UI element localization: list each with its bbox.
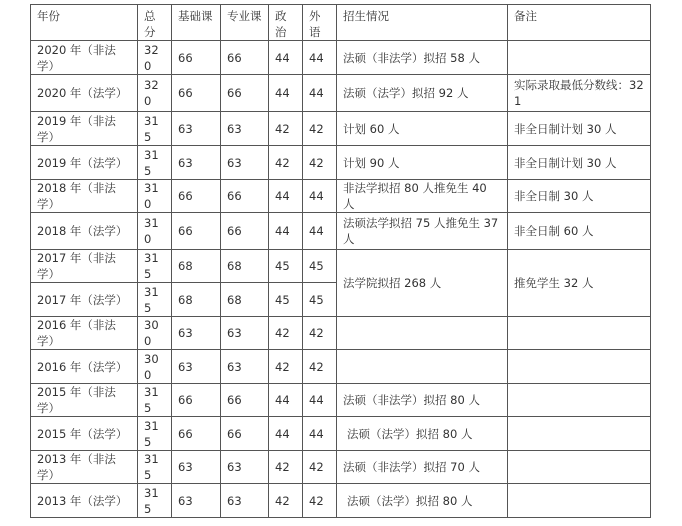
total-cell: 315 <box>138 417 172 451</box>
total-cell: 315 <box>138 384 172 417</box>
major-cell: 63 <box>221 350 269 384</box>
year-cell: 2016 年（非法学） <box>31 317 138 350</box>
table-row <box>31 180 651 213</box>
foreign-cell: 42 <box>303 112 337 146</box>
table-row <box>31 451 651 484</box>
basic-cell: 68 <box>172 283 221 317</box>
year-cell: 2013 年（法学） <box>31 484 138 518</box>
notes-cell: 推免学生 32 人 <box>508 250 651 317</box>
basic-cell: 63 <box>172 146 221 180</box>
table-row <box>31 250 651 283</box>
table-row <box>31 317 651 350</box>
table-row <box>31 146 651 180</box>
politics-cell: 42 <box>269 350 303 384</box>
enrollment-cell: 法硕（法学）拟招 92 人 <box>337 75 508 112</box>
notes-cell <box>508 417 651 451</box>
foreign-cell: 44 <box>303 75 337 112</box>
basic-cell: 63 <box>172 451 221 484</box>
major-cell: 66 <box>221 417 269 451</box>
politics-cell: 42 <box>269 112 303 146</box>
notes-cell <box>508 384 651 417</box>
header-total: 总分 <box>138 5 172 41</box>
major-cell: 63 <box>221 317 269 350</box>
foreign-cell: 45 <box>303 250 337 283</box>
basic-cell: 63 <box>172 317 221 350</box>
enrollment-cell: 法硕（非法学）拟招 80 人 <box>337 384 508 417</box>
major-cell: 66 <box>221 75 269 112</box>
foreign-cell: 42 <box>303 317 337 350</box>
politics-cell: 44 <box>269 384 303 417</box>
year-cell: 2019 年（非法学） <box>31 112 138 146</box>
year-cell: 2019 年（法学） <box>31 146 138 180</box>
enrollment-cell: 计划 60 人 <box>337 112 508 146</box>
total-cell: 300 <box>138 317 172 350</box>
basic-cell: 66 <box>172 75 221 112</box>
total-cell: 320 <box>138 41 172 75</box>
header-foreign: 外语 <box>303 5 337 41</box>
total-cell: 315 <box>138 451 172 484</box>
politics-cell: 44 <box>269 417 303 451</box>
enrollment-cell: 法硕（法学）拟招 80 人 <box>337 417 508 451</box>
politics-cell: 44 <box>269 41 303 75</box>
major-cell: 66 <box>221 41 269 75</box>
table-row <box>31 350 651 384</box>
total-cell: 315 <box>138 112 172 146</box>
major-cell: 63 <box>221 484 269 518</box>
enrollment-cell <box>337 350 508 384</box>
year-cell: 2020 年（法学） <box>31 75 138 112</box>
basic-cell: 66 <box>172 41 221 75</box>
politics-cell: 45 <box>269 250 303 283</box>
enrollment-cell <box>337 317 508 350</box>
notes-cell <box>508 317 651 350</box>
politics-cell: 44 <box>269 75 303 112</box>
major-cell: 66 <box>221 384 269 417</box>
enrollment-cell: 法硕（法学）拟招 80 人 <box>337 484 508 518</box>
enrollment-cell: 计划 90 人 <box>337 146 508 180</box>
foreign-cell: 44 <box>303 384 337 417</box>
notes-cell: 非全日制计划 30 人 <box>508 112 651 146</box>
notes-cell: 实际录取最低分数线：321 <box>508 75 651 112</box>
basic-cell: 68 <box>172 250 221 283</box>
politics-cell: 44 <box>269 180 303 213</box>
table-row <box>31 213 651 250</box>
basic-cell: 66 <box>172 180 221 213</box>
notes-cell <box>508 484 651 518</box>
year-cell: 2015 年（非法学） <box>31 384 138 417</box>
year-cell: 2018 年（法学） <box>31 213 138 250</box>
basic-cell: 66 <box>172 417 221 451</box>
politics-cell: 45 <box>269 283 303 317</box>
major-cell: 63 <box>221 146 269 180</box>
table-row <box>31 112 651 146</box>
politics-cell: 42 <box>269 146 303 180</box>
basic-cell: 63 <box>172 484 221 518</box>
year-cell: 2017 年（非法学） <box>31 250 138 283</box>
major-cell: 63 <box>221 112 269 146</box>
table-row <box>31 41 651 75</box>
notes-cell <box>508 350 651 384</box>
foreign-cell: 45 <box>303 283 337 317</box>
politics-cell: 44 <box>269 213 303 250</box>
total-cell: 315 <box>138 250 172 283</box>
total-cell: 320 <box>138 75 172 112</box>
politics-cell: 42 <box>269 317 303 350</box>
header-basic: 基础课 <box>172 5 221 41</box>
foreign-cell: 42 <box>303 146 337 180</box>
header-enrollment: 招生情况 <box>337 5 508 41</box>
total-cell: 310 <box>138 213 172 250</box>
score-table <box>30 4 651 518</box>
year-cell: 2016 年（法学） <box>31 350 138 384</box>
table-header-row <box>31 5 651 41</box>
enrollment-cell: 法硕（非法学）拟招 58 人 <box>337 41 508 75</box>
total-cell: 315 <box>138 146 172 180</box>
foreign-cell: 44 <box>303 213 337 250</box>
notes-cell <box>508 451 651 484</box>
table-row <box>31 384 651 417</box>
enrollment-cell: 法硕法学拟招 75 人推免生 37 人 <box>337 213 508 250</box>
major-cell: 66 <box>221 213 269 250</box>
total-cell: 300 <box>138 350 172 384</box>
basic-cell: 63 <box>172 350 221 384</box>
foreign-cell: 44 <box>303 180 337 213</box>
notes-cell: 非全日制计划 30 人 <box>508 146 651 180</box>
notes-cell: 非全日制 60 人 <box>508 213 651 250</box>
foreign-cell: 44 <box>303 417 337 451</box>
header-major: 专业课 <box>221 5 269 41</box>
year-cell: 2020 年（非法学） <box>31 41 138 75</box>
year-cell: 2015 年（法学） <box>31 417 138 451</box>
basic-cell: 66 <box>172 384 221 417</box>
enrollment-cell: 非法学拟招 80 人推免生 40 人 <box>337 180 508 213</box>
header-notes: 备注 <box>508 5 651 41</box>
year-cell: 2018 年（非法学） <box>31 180 138 213</box>
basic-cell: 63 <box>172 112 221 146</box>
total-cell: 310 <box>138 180 172 213</box>
notes-cell <box>508 41 651 75</box>
foreign-cell: 42 <box>303 350 337 384</box>
table-row <box>31 484 651 518</box>
total-cell: 315 <box>138 484 172 518</box>
major-cell: 66 <box>221 180 269 213</box>
foreign-cell: 44 <box>303 41 337 75</box>
major-cell: 68 <box>221 283 269 317</box>
header-year: 年份 <box>31 5 138 41</box>
total-cell: 315 <box>138 283 172 317</box>
major-cell: 68 <box>221 250 269 283</box>
politics-cell: 42 <box>269 451 303 484</box>
header-politics: 政治 <box>269 5 303 41</box>
foreign-cell: 42 <box>303 484 337 518</box>
year-cell: 2013 年（非法学） <box>31 451 138 484</box>
notes-cell: 非全日制 30 人 <box>508 180 651 213</box>
politics-cell: 42 <box>269 484 303 518</box>
table-row <box>31 417 651 451</box>
enrollment-cell: 法硕（非法学）拟招 70 人 <box>337 451 508 484</box>
year-cell: 2017 年（法学） <box>31 283 138 317</box>
basic-cell: 66 <box>172 213 221 250</box>
major-cell: 63 <box>221 451 269 484</box>
table-row <box>31 75 651 112</box>
enrollment-cell: 法学院拟招 268 人 <box>337 250 508 317</box>
foreign-cell: 42 <box>303 451 337 484</box>
